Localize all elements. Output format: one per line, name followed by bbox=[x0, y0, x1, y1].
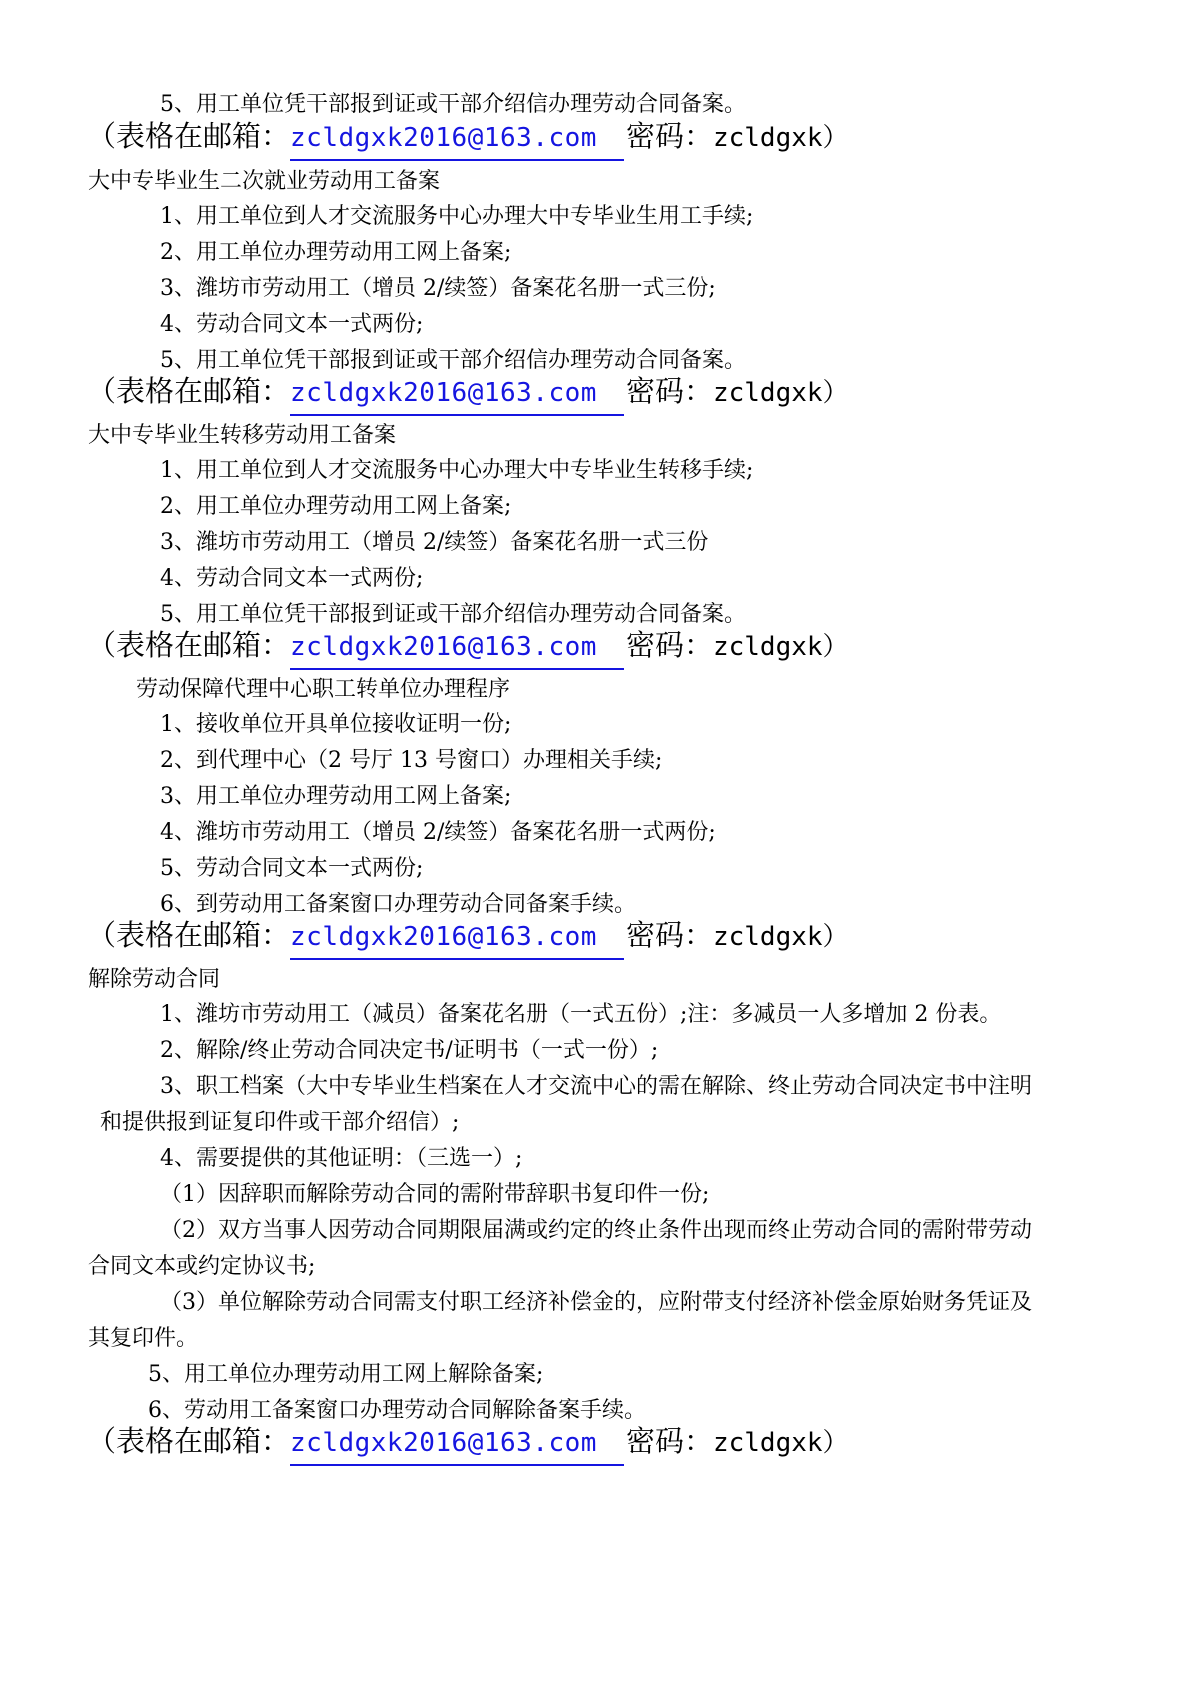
sec4-sub-1: （1）因辞职而解除劳动合同的需附带辞职书复印件一份; bbox=[160, 1182, 710, 1207]
password-value: zcldgxk） bbox=[712, 123, 849, 153]
contact-email-link[interactable]: zcldgxk2016@163.com bbox=[290, 922, 597, 952]
sec4-item-5: 5、用工单位办理劳动用工网上解除备案; bbox=[148, 1362, 544, 1387]
sec4-title: 解除劳动合同 bbox=[88, 967, 221, 992]
password-label: 密码： bbox=[596, 918, 713, 952]
sec3-title: 劳动保障代理中心职工转单位办理程序 bbox=[136, 677, 511, 702]
password-value: zcldgxk） bbox=[712, 922, 849, 952]
password-value: zcldgxk） bbox=[712, 1428, 849, 1458]
contact-line-2 bbox=[87, 373, 849, 411]
contact-email-link[interactable]: zcldgxk2016@163.com bbox=[290, 632, 597, 662]
contact-line-4 bbox=[87, 917, 849, 955]
sec3-item-3: 3、用工单位办理劳动用工网上备案; bbox=[160, 784, 512, 809]
password-label: 密码： bbox=[596, 1424, 713, 1458]
email-underline bbox=[290, 159, 624, 161]
sec0-item-5: 5、用工单位凭干部报到证或干部介绍信办理劳动合同备案。 bbox=[160, 92, 746, 117]
sec1-title: 大中专毕业生二次就业劳动用工备案 bbox=[88, 169, 441, 194]
sec4-sub-3: （3）单位解除劳动合同需支付职工经济补偿金的，应附带支付经济补偿金原始财务凭证及 bbox=[160, 1290, 1033, 1315]
sec3-item-5: 5、劳动合同文本一式两份; bbox=[160, 856, 424, 881]
contact-prefix: （表格在邮箱： bbox=[87, 119, 291, 153]
password-label: 密码： bbox=[596, 628, 713, 662]
password-label: 密码： bbox=[596, 374, 713, 408]
sec3-item-1: 1、接收单位开具单位接收证明一份; bbox=[160, 712, 512, 737]
sec1-item-4: 4、劳动合同文本一式两份; bbox=[160, 312, 424, 337]
sec4-item-6: 6、劳动用工备案窗口办理劳动合同解除备案手续。 bbox=[148, 1398, 646, 1423]
sec2-item-1: 1、用工单位到人才交流服务中心办理大中专毕业生转移手续; bbox=[160, 458, 754, 483]
sec4-sub-2: （2）双方当事人因劳动合同期限届满或约定的终止条件出现而终止劳动合同的需附带劳动 bbox=[160, 1218, 1033, 1243]
email-underline bbox=[290, 958, 624, 960]
sec4-item-4: 4、需要提供的其他证明：（三选一）; bbox=[160, 1146, 523, 1171]
sec4-item-3: 3、职工档案（大中专毕业生档案在人才交流中心的需在解除、终止劳动合同决定书中注明 bbox=[160, 1074, 1033, 1099]
sec1-item-1: 1、用工单位到人才交流服务中心办理大中专毕业生用工手续; bbox=[160, 204, 754, 229]
email-underline bbox=[290, 414, 624, 416]
contact-line-1 bbox=[87, 118, 849, 156]
contact-line-5 bbox=[87, 1423, 849, 1461]
sec3-item-2: 2、到代理中心（2 号厅 13 号窗口）办理相关手续; bbox=[160, 748, 663, 773]
sec1-item-5: 5、用工单位凭干部报到证或干部介绍信办理劳动合同备案。 bbox=[160, 348, 746, 373]
email-underline bbox=[290, 1464, 624, 1466]
contact-prefix: （表格在邮箱： bbox=[87, 628, 291, 662]
sec4-sub-3-cont: 其复印件。 bbox=[88, 1326, 199, 1351]
password-label: 密码： bbox=[596, 119, 713, 153]
sec3-item-4: 4、潍坊市劳动用工（增员 2/续签）备案花名册一式两份; bbox=[160, 820, 716, 845]
contact-email-link[interactable]: zcldgxk2016@163.com bbox=[290, 378, 597, 408]
sec4-item-2: 2、解除/终止劳动合同决定书/证明书（一式一份）; bbox=[160, 1038, 659, 1063]
email-underline bbox=[290, 668, 624, 670]
sec4-item-3-cont: 和提供报到证复印件或干部介绍信）; bbox=[100, 1110, 460, 1135]
sec2-title: 大中专毕业生转移劳动用工备案 bbox=[88, 423, 397, 448]
password-value: zcldgxk） bbox=[712, 632, 849, 662]
sec2-item-3: 3、潍坊市劳动用工（增员 2/续签）备案花名册一式三份 bbox=[160, 530, 709, 555]
sec2-item-5: 5、用工单位凭干部报到证或干部介绍信办理劳动合同备案。 bbox=[160, 602, 746, 627]
sec2-item-4: 4、劳动合同文本一式两份; bbox=[160, 566, 424, 591]
contact-prefix: （表格在邮箱： bbox=[87, 374, 291, 408]
sec4-sub-2-cont: 合同文本或约定协议书; bbox=[88, 1254, 316, 1279]
contact-email-link[interactable]: zcldgxk2016@163.com bbox=[290, 123, 597, 153]
sec1-item-3: 3、潍坊市劳动用工（增员 2/续签）备案花名册一式三份; bbox=[160, 276, 716, 301]
sec3-item-6: 6、到劳动用工备案窗口办理劳动合同备案手续。 bbox=[160, 892, 636, 917]
sec1-item-2: 2、用工单位办理劳动用工网上备案; bbox=[160, 240, 512, 265]
sec2-item-2: 2、用工单位办理劳动用工网上备案; bbox=[160, 494, 512, 519]
contact-prefix: （表格在邮箱： bbox=[87, 918, 291, 952]
sec4-item-1: 1、潍坊市劳动用工（减员）备案花名册（一式五份）;注：多减员一人多增加 2 份表。 bbox=[160, 1002, 1002, 1027]
contact-prefix: （表格在邮箱： bbox=[87, 1424, 291, 1458]
password-value: zcldgxk） bbox=[712, 378, 849, 408]
contact-email-link[interactable]: zcldgxk2016@163.com bbox=[290, 1428, 597, 1458]
contact-line-3 bbox=[87, 627, 849, 665]
